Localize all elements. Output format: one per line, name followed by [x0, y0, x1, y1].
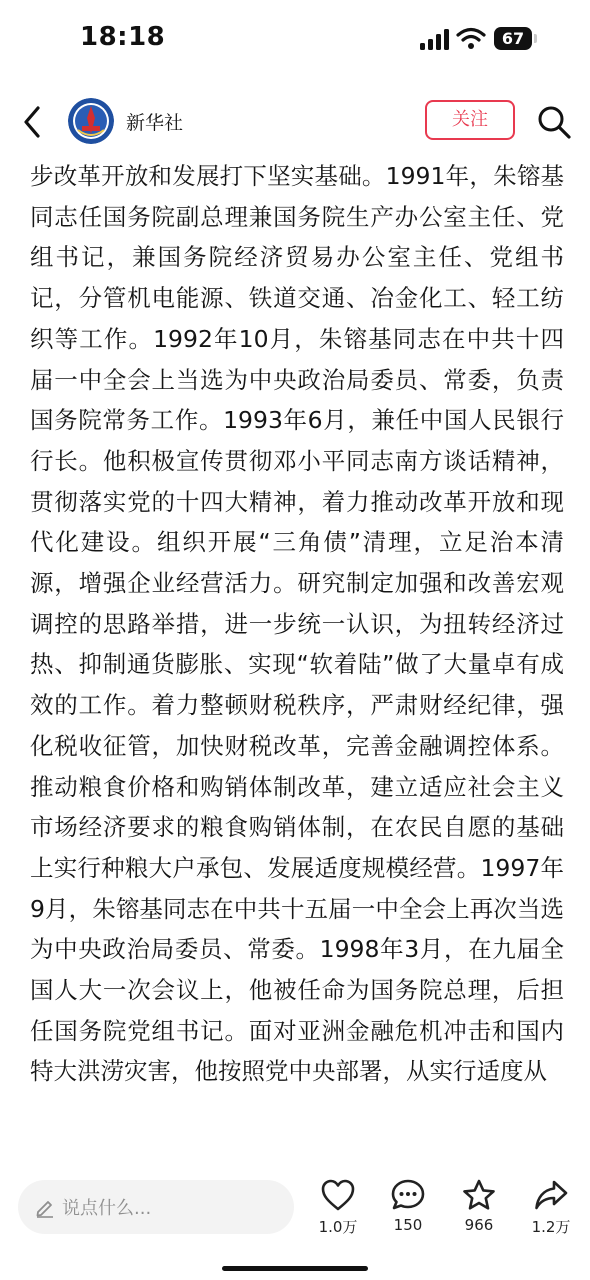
comment-placeholder: 说点什么... — [62, 1198, 152, 1219]
pencil-icon — [34, 1196, 56, 1218]
share-button[interactable] — [518, 1178, 584, 1248]
home-indicator — [222, 1266, 368, 1271]
avatar[interactable] — [68, 98, 114, 144]
status-bar — [0, 0, 590, 80]
back-icon[interactable] — [16, 102, 50, 142]
favorite-button[interactable] — [446, 1178, 512, 1248]
status-time: 18:18 — [80, 22, 166, 52]
like-button[interactable] — [305, 1178, 371, 1248]
bottom-action-bar — [0, 1168, 590, 1280]
article-body: 步改革开放和发展打下坚实基础。1991年，朱镕基同志任国务院副总理兼国务院生产办公室主任、党组书记，兼国务院经济贸易办公室主任、党组书记，分管机电能源、铁道交通、冶金化工、轻工纺织等工作。1992年10月，朱镕基同志在中共十四届一中全会上当选为中央政治局委员、常委，负责国务院常务工作。1993年6月，兼任中国人民银行行长。他积极宣传贯彻邓小平同志南方谈话精神，贯彻落实党的十四大精神，着力推动改革开放和现代化建设。组织开展“三角债”清理，立足治本清源，增强企业经营活力。研究制定加强和改善宏观调控的思路举措，进一步统一认识，为扭转经济过热、抑制通货膨胀、实现“软着陆”做了大量卓有成效的工作。着力整顿财税秩序，严肃财经纪律，强化税收征管，加快财税改革，完善金融调控体系。推动粮食价格和购销体制改革，建立适应社会主义市场经济要求的粮食购销体制，在农民自愿的基础上实行种粮大户承包、发展适度规模经营。1997年9月，朱镕基同志在中共十五届一中全会上再次当选为中央政治局委员、常委。1998年3月，在九届全国人大一次会议上，他被任命为国务院总理，后担任国务院党组书记。面对亚洲金融危机冲击和国内特大洪涝灾害，他按照党中央部署，从实行适度从 — [30, 162, 564, 1086]
cellular-signal-icon — [420, 28, 450, 50]
battery-level: 67 — [494, 27, 532, 50]
wifi-icon — [456, 26, 486, 50]
follow-button[interactable]: 关注 — [425, 100, 515, 140]
comment-count: 150 — [393, 1216, 423, 1234]
nav-bar — [0, 92, 590, 152]
heart-icon — [320, 1178, 356, 1212]
share-arrow-icon — [533, 1178, 569, 1212]
account-name[interactable]: 新华社 — [126, 112, 184, 134]
star-icon — [461, 1178, 497, 1212]
comment-bubble-icon — [390, 1178, 426, 1212]
comment-input[interactable] — [18, 1180, 294, 1234]
like-count: 1.0万 — [318, 1218, 358, 1236]
article-content — [30, 156, 564, 1092]
share-count: 1.2万 — [531, 1218, 571, 1236]
search-icon[interactable] — [536, 104, 572, 140]
comment-button[interactable] — [375, 1178, 441, 1248]
favorite-count: 966 — [464, 1216, 494, 1234]
battery-icon — [494, 27, 540, 50]
